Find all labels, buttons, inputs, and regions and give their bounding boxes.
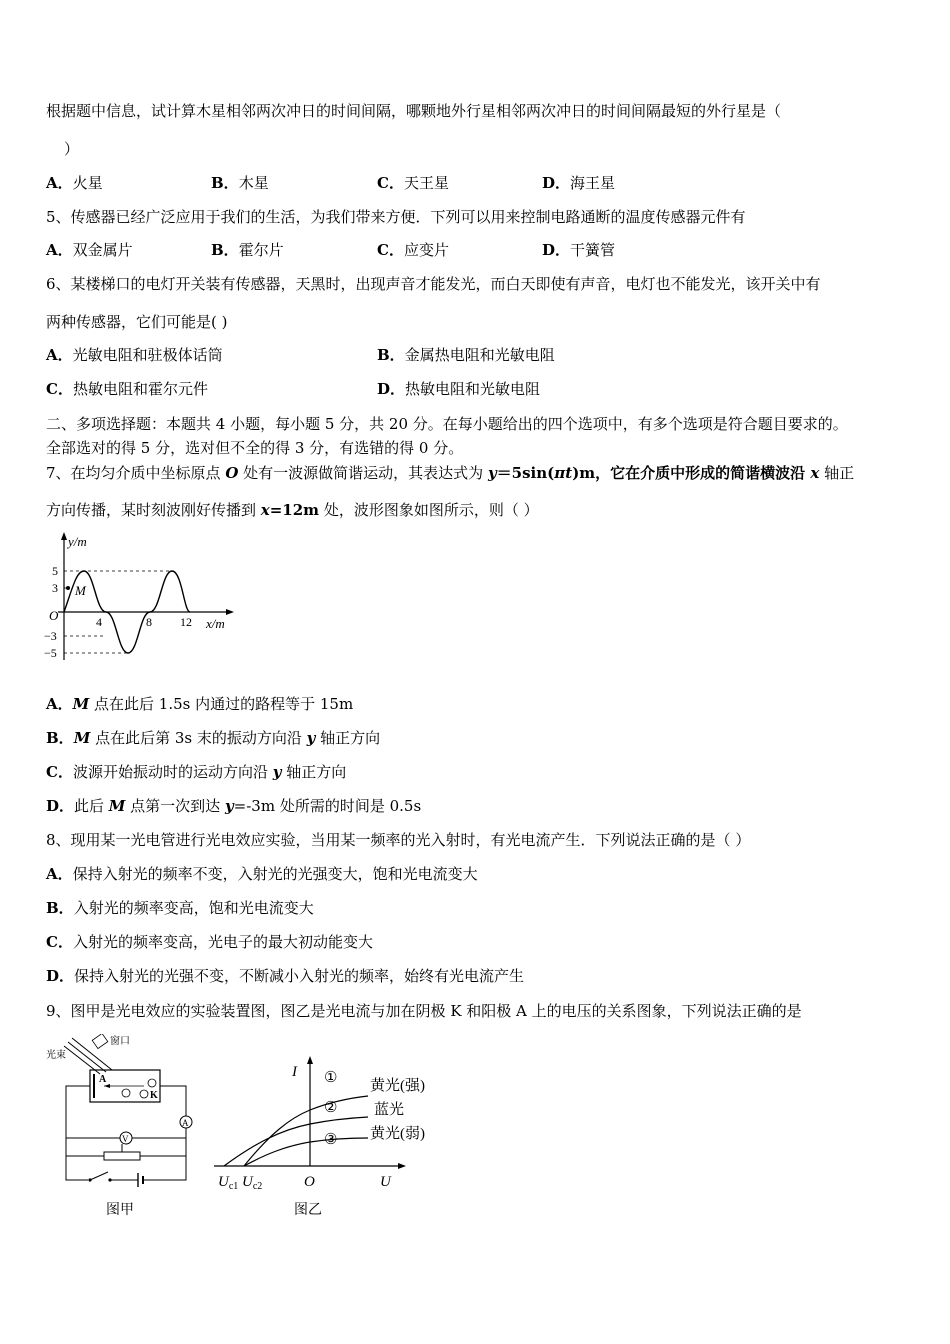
origin-label: O <box>49 608 59 623</box>
xtick-4: 4 <box>96 615 102 629</box>
q8-option-d: D．保持入射光的光强不变，不断减小入射光的频率，始终有光电流产生 <box>46 967 525 985</box>
q4-stem-close: ） <box>64 140 80 158</box>
curve-yellow-strong <box>244 1096 368 1166</box>
figure-iu-curves <box>210 1054 450 1226</box>
uc2-label: $U_{c2}$ <box>242 1174 263 1192</box>
q5-option-a: A．双金属片 <box>46 241 133 259</box>
voltage-label: U <box>380 1174 391 1190</box>
ytick-neg3: −3 <box>44 629 57 643</box>
xtick-8: 8 <box>146 615 152 629</box>
q4-option-d: D．海王星 <box>542 174 616 192</box>
curve-label-3: 黄光(弱) <box>370 1126 425 1142</box>
svg-text:V: V <box>122 1134 129 1144</box>
q6-stem-line2: 两种传感器，它们可能是( ) <box>46 313 228 331</box>
window-label: 窗口 <box>110 1036 130 1047</box>
current-label: I <box>292 1064 297 1080</box>
figure-apparatus <box>44 1034 204 1224</box>
curve-blue <box>224 1117 368 1166</box>
q4-stem: 根据题中信息，试计算木星相邻两次冲日的时间间隔，哪颗地外行星相邻两次冲日的时间间隔最短的外行星是（ <box>46 102 782 120</box>
switch <box>90 1172 108 1180</box>
q4-option-a: A．火星 <box>46 174 103 192</box>
q8-option-b: B．入射光的频率变高，饱和光电流变大 <box>46 899 314 917</box>
q9-stem: 9、图甲是光电效应的实验装置图，图乙是光电流与加在阴极 K 和阳极 A 上的电压的关系图象，下列说法正确的是 <box>46 1002 802 1020</box>
svg-text:A: A <box>182 1118 189 1128</box>
q4-option-c: C．天王星 <box>377 174 449 192</box>
curve-num-3: ③ <box>324 1132 338 1148</box>
q7-option-a: A．M 点在此后 1.5s 内通过的路程等于 15m <box>46 695 354 713</box>
q8-option-c: C．入射光的频率变高，光电子的最大初动能变大 <box>46 933 373 951</box>
q5-option-b: B．霍尔片 <box>211 241 284 259</box>
origin-o-label: O <box>304 1174 315 1190</box>
curve-num-1: ① <box>324 1070 338 1086</box>
cathode-label: K <box>150 1090 158 1101</box>
ytick-3: 3 <box>52 581 58 595</box>
anode-label: A <box>99 1074 107 1085</box>
curve-yellow-weak <box>244 1138 368 1166</box>
ytick-neg5: −5 <box>44 646 57 660</box>
uc1-label: $U_{c1}$ <box>218 1174 239 1192</box>
x-axis-arrow <box>226 609 234 615</box>
q8-stem: 8、现用某一光电管进行光电效应实验，当用某一频率的光入射时，有光电流产生．下列说法正确的是（ ） <box>46 831 751 849</box>
xtick-12: 12 <box>180 615 192 629</box>
y-label: y/m <box>68 534 87 549</box>
point-m <box>66 586 70 590</box>
q5-stem: 5、传感器已经广泛应用于我们的生活，为我们带来方便．下列可以用来控制电路通断的温度传感器元件有 <box>46 208 746 226</box>
light-beam-label: 光束 <box>46 1050 66 1061</box>
q6-stem-line1: 6、某楼梯口的电灯开关装有传感器，天黑时，出现声音才能发光，而白天即使有声音，电灯也不能发光，该开关中有 <box>46 275 821 293</box>
q6-option-b: B．金属热电阻和光敏电阻 <box>377 346 555 364</box>
q7-option-d: D．此后 M 点第一次到达 y=-3m 处所需的时间是 0.5s <box>46 797 422 815</box>
q7-option-b: B．M 点在此后第 3s 末的振动方向沿 y 轴正方向 <box>46 729 381 747</box>
section2-heading-line1: 二、多项选择题：本题共 4 小题，每小题 5 分，共 20 分。在每小题给出的四个选项中，有多个选项是符合题目要求的。 <box>46 415 848 433</box>
m-label: M <box>75 583 86 598</box>
q7-stem-line1: 7、在均匀介质中坐标原点 O 处有一波源做简谐运动，其表达式为 y＝5sin(πt)m，它在介质中形成的简谐横波沿 x 轴正 <box>46 464 855 482</box>
q5-option-c: C．应变片 <box>377 241 449 259</box>
curve-label-1: 黄光(强) <box>370 1078 425 1094</box>
x-label: x/m <box>206 616 225 631</box>
section2-heading-line2: 全部选对的得 5 分，选对但不全的得 3 分，有选错的得 0 分。 <box>46 439 464 457</box>
figure-apparatus-caption: 图甲 <box>106 1203 134 1218</box>
curve-num-2: ② <box>324 1100 338 1116</box>
figure-iu-caption: 图乙 <box>294 1203 322 1218</box>
q8-option-a: A．保持入射光的频率不变，入射光的光强变大，饱和光电流变大 <box>46 865 478 883</box>
ytick-5: 5 <box>52 564 58 578</box>
q4-option-b: B．木星 <box>211 174 269 192</box>
q7-option-c: C．波源开始振动时的运动方向沿 y 轴正方向 <box>46 763 347 781</box>
q5-option-d: D．干簧管 <box>542 241 616 259</box>
q7-stem-line2: 方向传播，某时刻波刚好传播到 x=12m 处，波形图象如图所示，则（ ） <box>46 501 539 519</box>
q6-option-d: D．热敏电阻和光敏电阻 <box>377 380 541 398</box>
q6-option-c: C．热敏电阻和霍尔元件 <box>46 380 208 398</box>
q6-option-a: A．光敏电阻和驻极体话筒 <box>46 346 223 364</box>
curve-label-2: 蓝光 <box>374 1102 405 1118</box>
window <box>92 1034 108 1049</box>
wave-graph <box>44 530 244 664</box>
y-axis-arrow <box>61 532 67 540</box>
rheostat <box>104 1152 140 1160</box>
